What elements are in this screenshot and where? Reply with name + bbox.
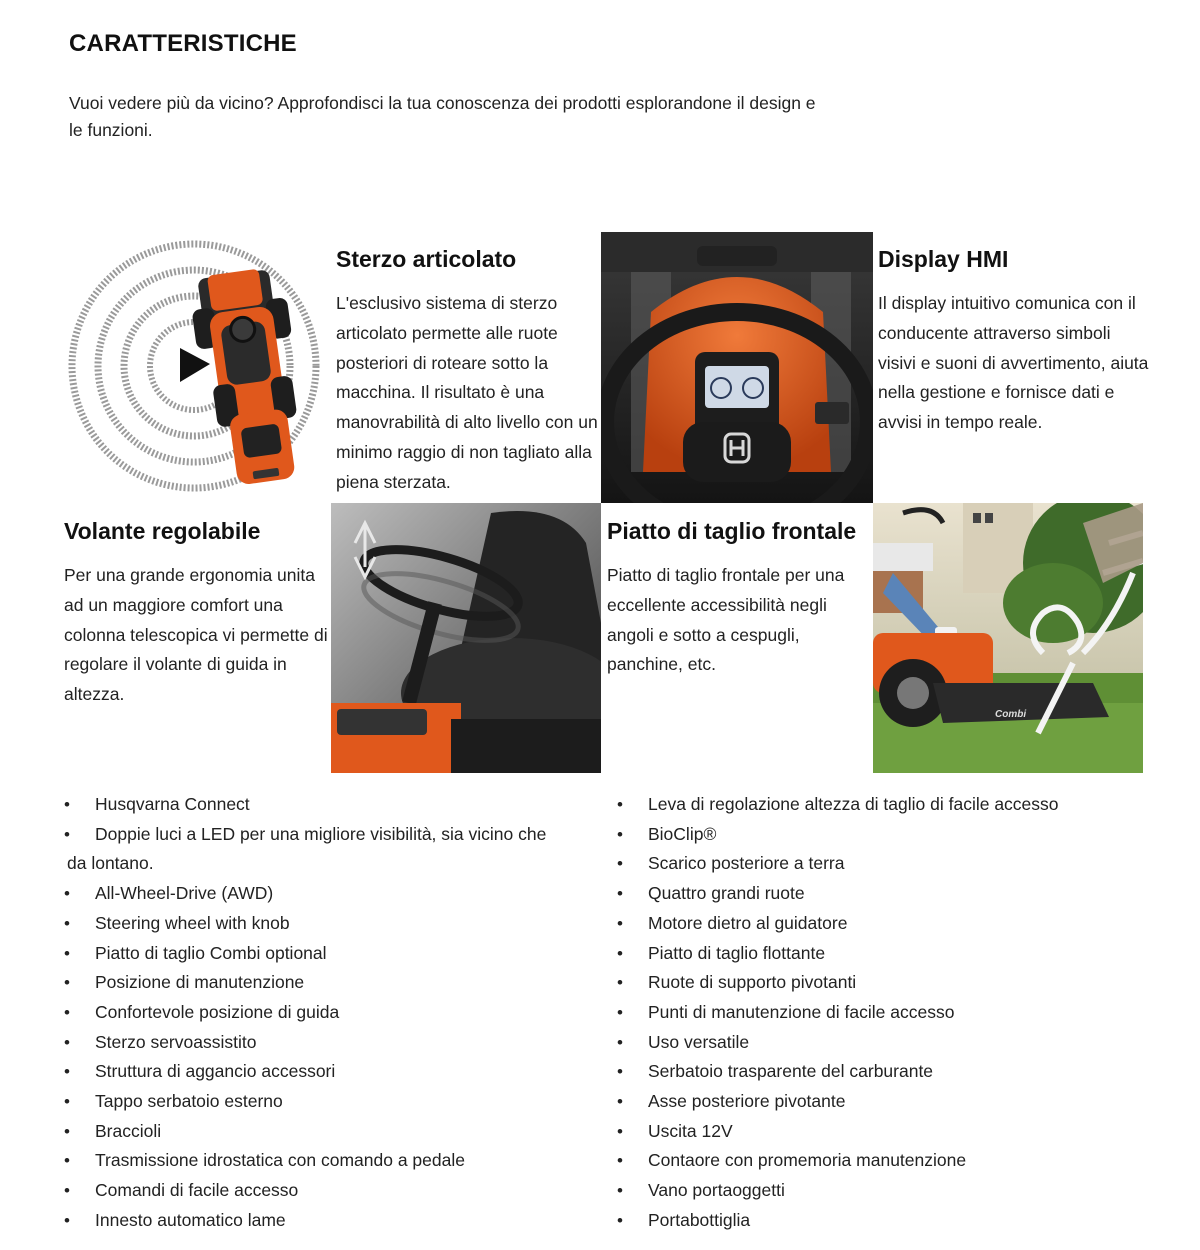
list-item: • Confortevole posizione di guida — [67, 998, 567, 1028]
list-item: • Doppie luci a LED per una migliore visibilità, sia vicino che da lontano. — [67, 820, 567, 879]
wheel-title: Volante regolabile — [64, 518, 261, 544]
list-item: • Contaore con promemoria manutenzione — [620, 1146, 1160, 1176]
list-item: • All-Wheel-Drive (AWD) — [67, 879, 567, 909]
list-item: • Ruote di supporto pivotanti — [620, 968, 1160, 998]
list-item: • Innesto automatico lame — [67, 1206, 567, 1236]
list-item: • Posizione di manutenzione — [67, 968, 567, 998]
list-item: • Husqvarna Connect — [67, 790, 567, 820]
steering-text: L'esclusivo sistema di sterzo articolato permette alle ruote posteriori di roteare sotto la macchina. Il risultato è una manovrabilità di alto livello con un minimo raggio di non tagliato alla piena sterzata. — [336, 293, 598, 492]
list-item: • Scarico posteriore a terra — [620, 849, 1160, 879]
list-item: • Piatto di taglio flottante — [620, 939, 1160, 969]
list-item: • Asse posteriore pivotante — [620, 1087, 1160, 1117]
wheel-text: Per una grande ergonomia unita ad un maggiore comfort una colonna telescopica vi permette di regolare il volante di guida in altezza. — [64, 565, 328, 705]
list-item: • Trasmissione idrostatica con comando a pedale — [67, 1146, 567, 1176]
deck-title: Piatto di taglio frontale — [607, 518, 857, 544]
section-title: CARATTERISTICHE — [69, 30, 297, 57]
wheel-image — [331, 503, 601, 773]
list-item: • Piatto di taglio Combi optional — [67, 939, 567, 969]
list-item: • Tappo serbatoio esterno — [67, 1087, 567, 1117]
list-item: • Uscita 12V — [620, 1117, 1160, 1147]
display-text: Il display intuitivo comunica con il conducente attraverso simboli visivi e suoni di avvertimento, aiuta nella gestione e fornisce dati e avvisi in tempo reale. — [878, 293, 1149, 433]
list-item: • Quattro grandi ruote — [620, 879, 1160, 909]
list-item: • Serbatoio trasparente del carburante — [620, 1057, 1160, 1087]
list-item: • Struttura di aggancio accessori — [67, 1057, 567, 1087]
steering-image — [62, 232, 332, 504]
list-item: • Motore dietro al guidatore — [620, 909, 1160, 939]
section-intro: Vuoi vedere più da vicino? Approfondisci la tua conoscenza dei prodotti esplorandone il design e le funzioni. — [69, 93, 816, 140]
list-item: • Sterzo servoassistito — [67, 1028, 567, 1058]
display-image — [601, 232, 873, 503]
list-item: • Braccioli — [67, 1117, 567, 1147]
features-list-left — [67, 790, 567, 1236]
steering-title: Sterzo articolato — [336, 246, 517, 272]
list-item: • Leva di regolazione altezza di taglio di facile accesso — [620, 790, 1160, 820]
deck-image — [873, 503, 1143, 773]
list-item: • Portabottiglia — [620, 1206, 1160, 1236]
list-item: • Steering wheel with knob — [67, 909, 567, 939]
list-item: • Punti di manutenzione di facile accesso — [620, 998, 1160, 1028]
list-item: • Comandi di facile accesso — [67, 1176, 567, 1206]
display-title: Display HMI — [878, 246, 1009, 272]
deck-text: Piatto di taglio frontale per una eccellente accessibilità negli angoli e sotto a cespugli, panchine, etc. — [607, 565, 845, 675]
list-item: • Vano portaoggetti — [620, 1176, 1160, 1206]
features-list-right — [620, 790, 1160, 1236]
list-item: • Uso versatile — [620, 1028, 1160, 1058]
list-item: • BioClip® — [620, 820, 1160, 850]
deck-combi-label: Combi — [995, 709, 1027, 720]
